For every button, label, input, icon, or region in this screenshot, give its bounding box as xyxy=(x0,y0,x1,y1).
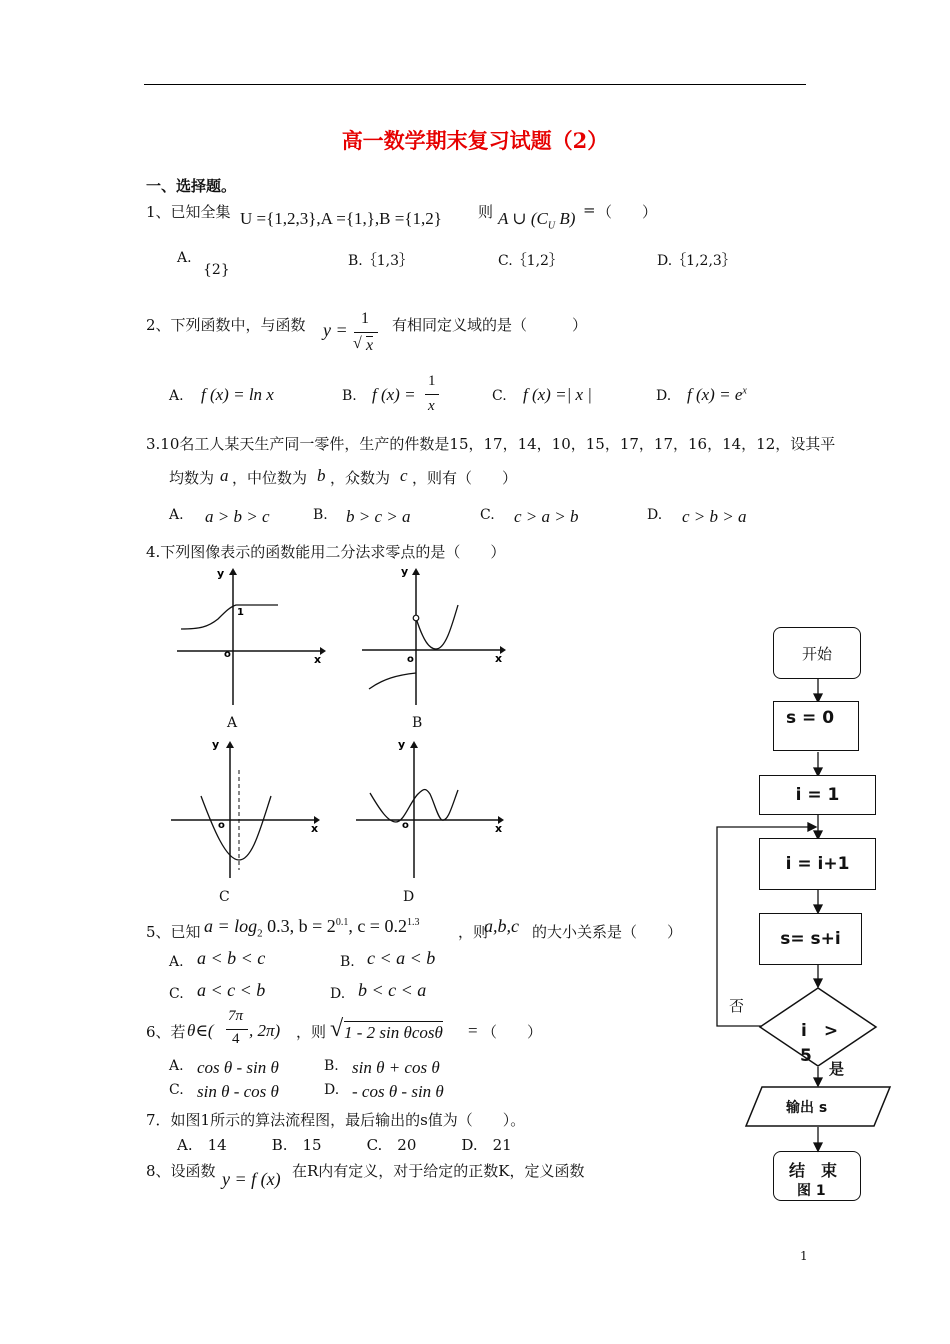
graph-b-y-label: y xyxy=(401,565,409,578)
q2-option-a: f (x) = ln x xyxy=(201,385,274,404)
q6-fraction-bar xyxy=(226,1029,248,1030)
q5-stem: 5、已知 xyxy=(146,923,201,941)
graph-a-curve xyxy=(181,605,278,629)
q1-stem: 1、已知全集 xyxy=(146,203,231,221)
flowchart-end-label: 结 束 xyxy=(789,1161,838,1180)
graph-a-y-label: y xyxy=(217,567,225,580)
graph-a-y-arrow xyxy=(229,568,237,575)
q5-option-b-label: B. xyxy=(340,954,355,970)
q2-function-y: y = xyxy=(323,320,348,340)
q6-option-d: - cos θ - sin θ xyxy=(352,1082,444,1101)
q2-fraction-denominator: x xyxy=(366,337,374,354)
q6-option-a-label: A. xyxy=(169,1058,184,1074)
q2-option-b-denominator: x xyxy=(428,398,435,414)
q2-option-c: f (x) =| x | xyxy=(523,385,592,404)
graph-c-origin: o xyxy=(218,820,225,831)
q5-option-a-label: A. xyxy=(169,954,184,970)
q5-option-a: a < b < c xyxy=(197,948,266,968)
q2-stem: 2、下列函数中，与函数 xyxy=(146,316,306,334)
graph-d xyxy=(352,738,512,888)
q1-then: 则 xyxy=(478,203,494,221)
graph-b-caption: B xyxy=(412,715,423,731)
graph-b-origin: o xyxy=(407,654,414,665)
graph-a-caption: A xyxy=(227,715,238,731)
q5-option-d-label: D. xyxy=(330,986,346,1002)
q3-option-d: c > b > a xyxy=(682,507,747,526)
q2-rest: 有相同定义域的是（ ） xyxy=(392,316,588,334)
graph-c-caption: C xyxy=(219,889,230,905)
q6-equals: = xyxy=(468,1021,478,1040)
q7-stem: 7．如图1所示的算法流程图，最后输出的s值为（ ）。 xyxy=(146,1111,526,1129)
q6-stem: 6、若 xyxy=(146,1023,186,1041)
flowchart-output: 输出 s xyxy=(786,1100,828,1116)
q6-condition-start: θ∈( xyxy=(187,1021,214,1040)
flowchart-start: 开始 xyxy=(773,627,861,679)
q6-fraction-numerator: 7π xyxy=(228,1008,244,1024)
graph-c-y-label: y xyxy=(212,738,220,751)
graph-d-caption: D xyxy=(403,889,415,905)
q2-option-b-label: B. xyxy=(342,388,357,404)
q6-option-b: sin θ + cos θ xyxy=(352,1058,440,1077)
graph-b-x-label: x xyxy=(495,652,503,665)
q6-option-d-label: D. xyxy=(324,1082,340,1098)
page-number: 1 xyxy=(800,1249,808,1263)
flowchart-increment: i = i+1 xyxy=(759,838,876,890)
graph-a-one: 1 xyxy=(237,607,244,618)
q1-option-b: B.｛1,3｝ xyxy=(348,253,414,269)
q6-condition-end: , 2π) xyxy=(249,1021,281,1040)
q5-then: ，则 xyxy=(458,923,489,941)
graph-a-origin: o xyxy=(224,649,231,660)
q3-option-a-label: A. xyxy=(169,507,184,523)
flowchart-accumulate: s= s+i xyxy=(759,913,862,965)
q1-expr: A ∪ ($C_U$ B) xyxy=(498,209,576,232)
q2-fraction-numerator: 1 xyxy=(361,310,369,327)
q1-option-d: D.｛1,2,3｝ xyxy=(657,253,736,269)
q1-option-a-label: A. xyxy=(177,250,192,266)
q1-option-a: {2} xyxy=(203,262,230,278)
q1-option-c: C.｛1,2｝ xyxy=(498,253,563,269)
top-rule xyxy=(144,84,806,85)
q5-option-b: c < a < b xyxy=(367,948,436,968)
graph-b-left-branch xyxy=(369,673,416,689)
q2-option-c-label: C. xyxy=(492,388,507,404)
q3-line-2d: ，则有（ ） xyxy=(412,469,518,487)
flowchart-no-label: 否 xyxy=(729,997,745,1015)
graph-b-open-point xyxy=(413,615,419,621)
q3-option-c: c > a > b xyxy=(514,507,579,526)
flowchart-caption: 图 1 xyxy=(797,1183,826,1199)
flowchart-init-s: s = 0 xyxy=(773,701,859,751)
q2-option-b-numerator: 1 xyxy=(428,373,436,389)
q1-answer-paren: （ ） xyxy=(597,203,658,221)
q3-option-c-label: C. xyxy=(480,507,495,523)
q2-option-d: f $(x) = e^x$ xyxy=(687,385,747,404)
flowchart-condition-line-2: 5 xyxy=(800,1046,812,1066)
q3-var-c: c xyxy=(400,466,408,485)
q5-option-d: b < c < a xyxy=(358,980,427,1000)
q7-options: A. 14 B. 15 C. 20 D. 21 xyxy=(177,1136,512,1154)
q6-then: ，则 xyxy=(296,1023,327,1041)
q4-stem: 4.下列图像表示的函数能用二分法求零点的是（ ） xyxy=(146,543,506,561)
q2-option-d-label: D. xyxy=(656,388,672,404)
q2-fraction-bar xyxy=(354,332,378,333)
graph-b xyxy=(355,565,515,715)
q2-sqrt-sign: √ xyxy=(353,335,362,352)
q1-equals: = xyxy=(583,201,596,219)
q3-option-b-label: B. xyxy=(313,507,328,523)
q3-option-a: a > b > c xyxy=(205,507,270,526)
q5-variables: a,b,c xyxy=(484,916,519,936)
flowchart-condition-line-1: i > xyxy=(801,1021,839,1041)
graph-c-parabola xyxy=(201,796,271,860)
graph-c xyxy=(168,738,328,888)
graph-c-x-label: x xyxy=(311,822,319,835)
q8-rest: 在R内有定义，对于给定的正数K，定义函数 xyxy=(292,1162,585,1180)
q6-answer-paren: （ ） xyxy=(482,1023,543,1041)
q2-option-b: f (x) = xyxy=(372,385,416,404)
graph-d-origin: o xyxy=(402,820,409,831)
q3-var-a: a xyxy=(220,466,229,485)
q8-stem: 8、设函数 xyxy=(146,1162,216,1180)
q6-fraction-denominator: 4 xyxy=(232,1031,240,1047)
q2-option-b-bar xyxy=(425,394,439,395)
graph-b-right-branch xyxy=(416,605,458,649)
graph-d-y-arrow xyxy=(410,741,418,748)
q3-option-d-label: D. xyxy=(647,507,663,523)
section-heading: 一、选择题。 xyxy=(146,177,237,195)
q6-option-a: cos θ - sin θ xyxy=(197,1058,279,1077)
page-title: 高一数学期末复习试题（2） xyxy=(341,128,609,153)
graph-b-y-arrow xyxy=(412,568,420,575)
q2-option-a-label: A. xyxy=(169,388,184,404)
graph-c-y-arrow xyxy=(226,741,234,748)
flowchart-init-i: i = 1 xyxy=(759,775,876,815)
q3-line-1: 3.10名工人某天生产同一零件，生产的件数是15，17，14，10，15，17，17，16，14，12，设其平 xyxy=(146,435,836,453)
q5-option-c-label: C. xyxy=(169,986,184,1002)
q6-option-b-label: B. xyxy=(324,1058,339,1074)
graph-a xyxy=(170,565,330,715)
q6-sqrt-sign: √ xyxy=(330,1016,344,1042)
q5-option-c: a < c < b xyxy=(197,980,266,1000)
q3-option-b: b > c > a xyxy=(346,507,411,526)
graph-a-x-label: x xyxy=(314,653,322,666)
q6-sqrt-body: 1 - 2 sin θcosθ xyxy=(344,1023,443,1042)
flowchart-yes-label: 是 xyxy=(829,1060,845,1078)
q3-var-b: b xyxy=(317,466,326,485)
q6-option-c: sin θ - cos θ xyxy=(197,1082,279,1101)
q1-sets: U ={1,2,3},A ={1,},B ={1,2} xyxy=(240,209,442,228)
q3-line-2b: ，中位数为 xyxy=(232,469,308,487)
q3-line-2a: 均数为 xyxy=(169,469,215,487)
graph-d-x-label: x xyxy=(495,822,503,835)
graph-d-y-label: y xyxy=(398,738,406,751)
q6-option-c-label: C. xyxy=(169,1082,184,1098)
q3-line-2c: ，众数为 xyxy=(330,469,391,487)
q5-rest: 的大小关系是（ ） xyxy=(532,923,683,941)
q5-definition: $a = \log_2 0.3$, $b = 2^{0.1}$, $c = 0.2^{1.3}$ xyxy=(204,916,420,940)
q8-function: y = f (x) xyxy=(222,1169,281,1189)
